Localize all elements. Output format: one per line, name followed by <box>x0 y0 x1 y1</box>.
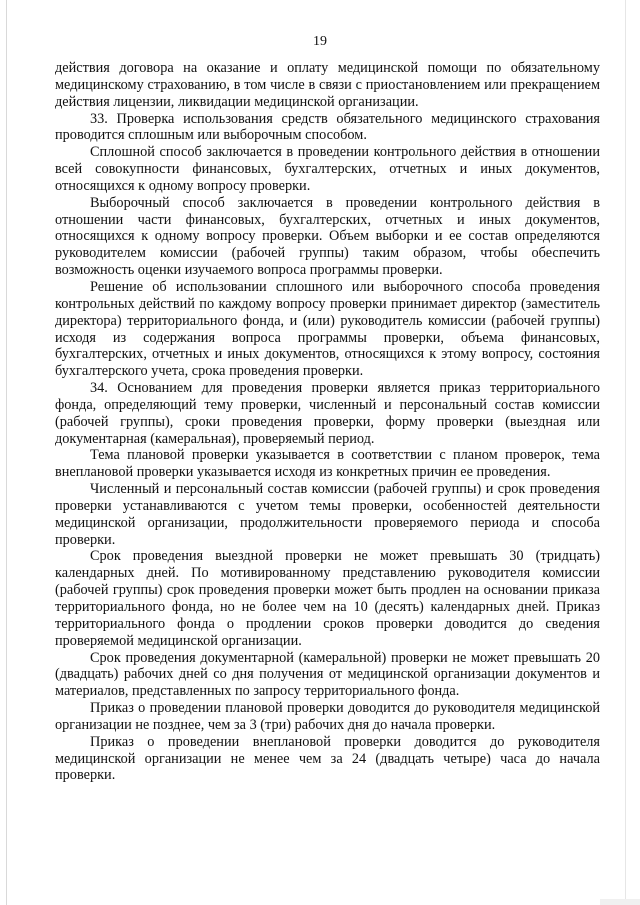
paragraph-desk-audit-term: Срок проведения документарной (камеральной) проверки не может превышать 20 (двадцать) рабочих дней со дня получения от медицинской организации документов и материалов, представленных по запросу территориального фонда. <box>55 649 600 700</box>
paragraph-audit-topic: Тема плановой проверки указывается в соответствии с планом проверок, тема внеплановой проверки указывается исходя из конкретных причин ее проведения. <box>55 447 600 481</box>
document-body <box>55 60 600 784</box>
paragraph-field-audit-term: Срок проведения выездной проверки не может превышать 30 (тридцать) календарных дней. По мотивированному представлению руководителя комиссии (рабочей группы) срок проведения проверки может быть продлен на основании приказа территориального фонда, но не более чем на 10 (десять) календарных дней. Приказ территориального фонда о продлении сроков проверки доводится до сведения проверяемой медицинской организации. <box>55 548 600 649</box>
paragraph-continuation: действия договора на оказание и оплату медицинской помощи по обязательному медицинскому страхованию, в том числе в связи с приостановлением или прекращением действия лицензии, ликвидации медицинской организации. <box>55 60 600 110</box>
paragraph-planned-audit-order: Приказ о проведении плановой проверки доводится до руководителя медицинской организации не позднее, чем за 3 (три) рабочих дня до начала проверки. <box>55 700 600 733</box>
scan-corner-mark <box>600 899 640 905</box>
paragraph-unplanned-audit-order: Приказ о проведении внеплановой проверки доводится до руководителя медицинской организации не менее чем за 24 (двадцать четыре) часа до начала проверки. <box>55 733 600 784</box>
paragraph-clause-33: 33. Проверка использования средств обязательного медицинского страхования проводится сплошным или выборочным способом. <box>55 110 600 144</box>
paragraph-sample-method: Выборочный способ заключается в проведении контрольного действия в отношении части финансовых, бухгалтерских, отчетных и иных документов, относящихся к одному вопросу проверки. Объем выборки и ее состав определяются руководителем комиссии (рабочей группы) таким образом, чтобы обеспечить возможность оценки изучаемого вопроса программы проверки. <box>55 194 600 279</box>
scan-edge-right <box>625 0 626 905</box>
paragraph-full-method: Сплошной способ заключается в проведении контрольного действия в отношении всей совокупности финансовых, бухгалтерских, отчетных и иных документов, относящихся к одному вопросу проверки. <box>55 144 600 194</box>
page-number: 19 <box>313 34 327 49</box>
paragraph-clause-34: 34. Основанием для проведения проверки является приказ территориального фонда, определяющий тему проверки, численный и персональный состав комиссии (рабочей группы), сроки проведения проверки, форму проверки (выездная или документарная (камеральная), проверяемый период. <box>55 380 600 447</box>
scan-edge-left <box>6 0 7 905</box>
paragraph-commission-composition: Численный и персональный состав комиссии (рабочей группы) и срок проведения проверки устанавливаются с учетом темы проверки, особенностей деятельности медицинской организации, продолжительности проверяемого периода и способа проверки. <box>55 481 600 548</box>
paragraph-method-decision: Решение об использовании сплошного или выборочного способа проведения контрольных действий по каждому вопросу проверки принимает директор (заместитель директора) территориального фонда, и (или) руководитель комиссии (рабочей группы) исходя из содержания вопроса программы проверки, объема финансовых, бухгалтерских, отчетных и иных документов, относящихся к этому вопросу, состояния бухгалтерского учета, срока проведения проверки. <box>55 278 600 380</box>
